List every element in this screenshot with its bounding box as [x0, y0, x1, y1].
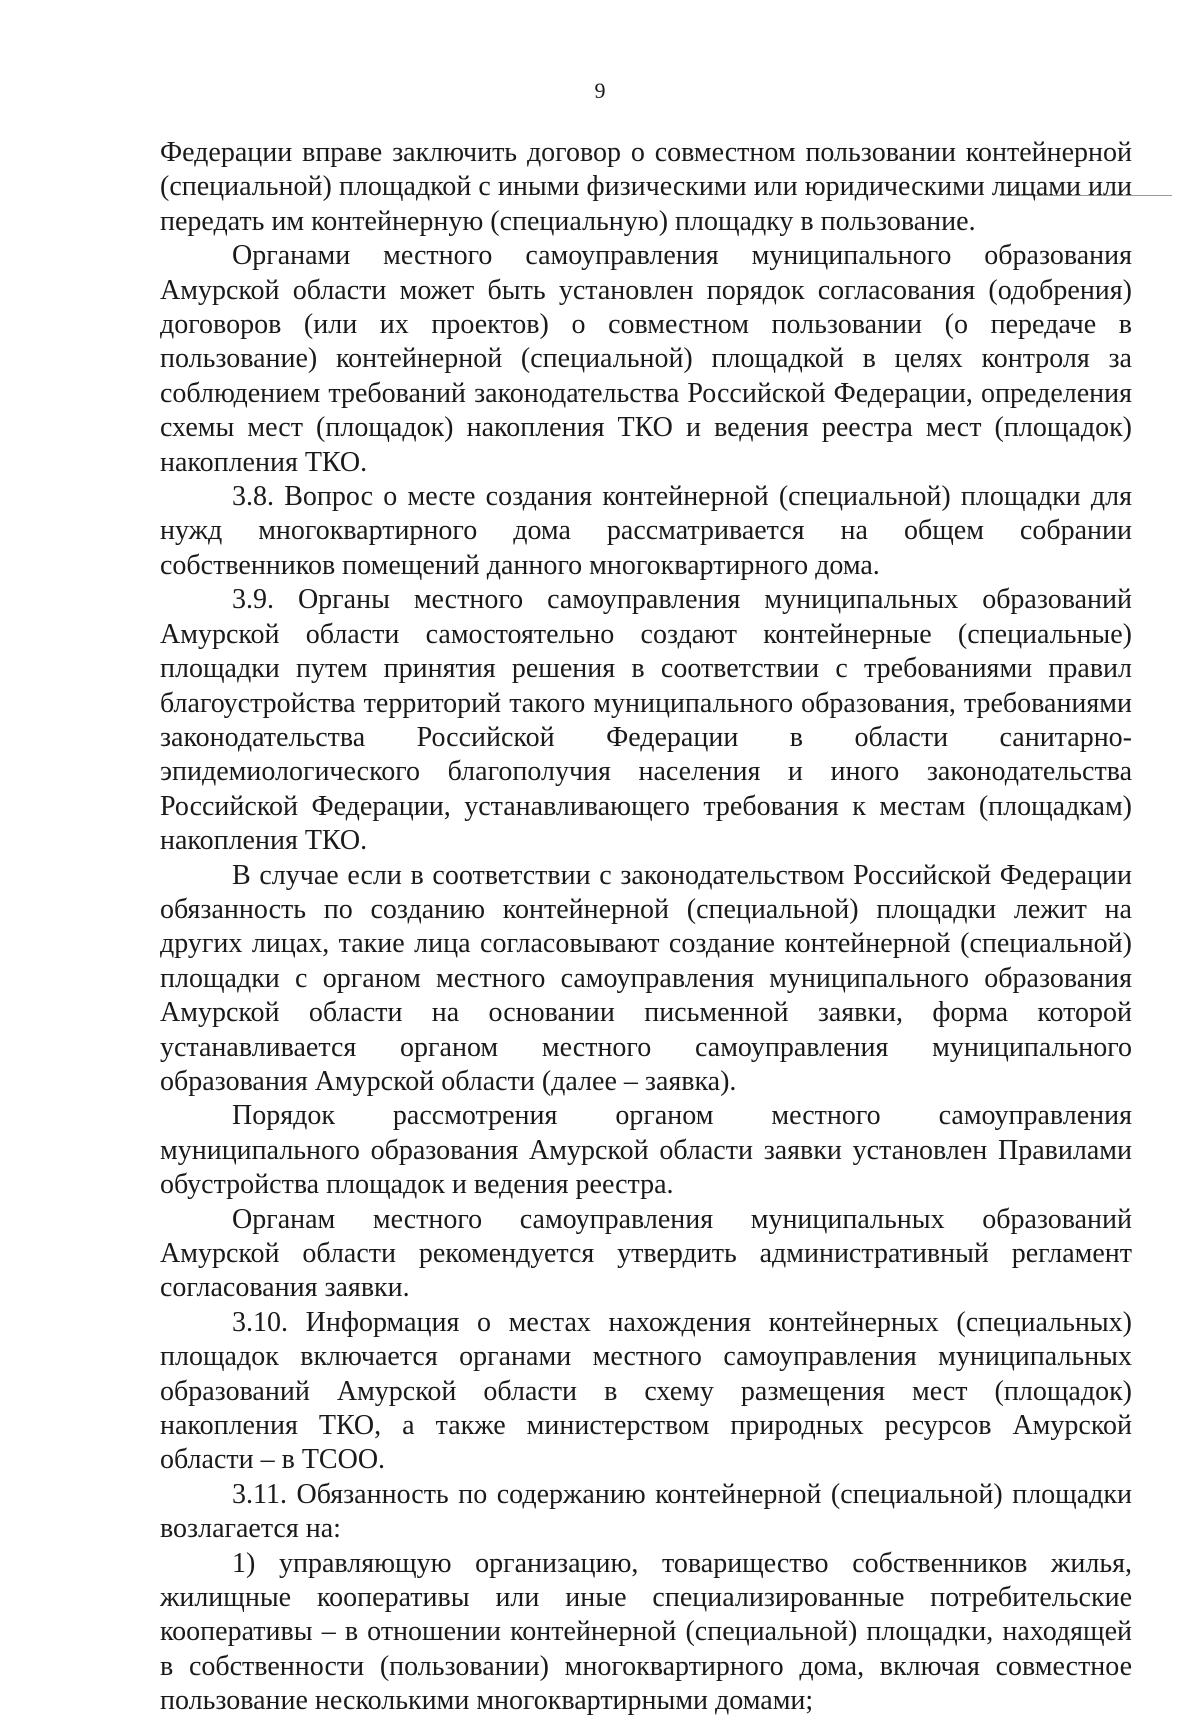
paragraph-regulation-recommendation: Органам местного самоуправления муниципальных образований Амурской области рекомендуется утвердить административный регламент согласования заявки.	[160, 1203, 1132, 1304]
paragraph-review-procedure: Порядок рассмотрения органом местного самоуправления муниципального образования Амурской области заявки установлен Правилами обустройства площадок и ведения реестра.	[160, 1100, 1132, 1201]
paragraph-other-persons: В случае если в соответствии с законодательством Российской Федерации обязанность по созданию контейнерной (специальной) площадки лежит на других лицах, такие лица согласовывают создание контейнерной (специальной) площадки с органом местного самоуправления муниципального образования Амурской области на основании письменной заявки, форма которой устанавливается органом местного самоуправления муниципального образования Амурской области (далее – заявка).	[160, 859, 1132, 1097]
paragraph-approval-procedure: Органами местного самоуправления муниципального образования Амурской области может быть установлен порядок согласования (одобрения) договоров (или их проектов) о совместном пользовании (о передаче в пользование) контейнерной (специальной) площадкой в целях контроля за соблюдением требований законодательства Российской Федерации, определения схемы мест (площадок) накопления ТКО и ведения реестра мест (площадок) накопления ТКО.	[160, 240, 1132, 478]
paragraph-3-10: 3.10. Информация о местах нахождения контейнерных (специальных) площадок включается органами местного самоуправления муниципальных образований Амурской области в схему размещения мест (площадок) накопления ТКО, а также министерством природных ресурсов Амурской области – в ТСОО.	[160, 1306, 1132, 1476]
paragraph-3-11: 3.11. Обязанность по содержанию контейнерной (специальной) площадки возлагается на:	[160, 1478, 1132, 1545]
paragraph-3-9: 3.9. Органы местного самоуправления муниципальных образований Амурской области самостоятельно создают контейнерные (специальные) площадки путем принятия решения в соответствии с требованиями правил благоустройства территорий такого муниципального образования, требованиями законодательства Российской Федерации в области санитарно-эпидемиологического благополучия населения и иного законодательства Российской Федерации, устанавливающего требования к местам (площадкам) накопления ТКО.	[160, 584, 1132, 857]
page-number: 9	[594, 78, 606, 103]
paragraph-continuation: Федерации вправе заключить договор о совместном пользовании контейнерной (специальной) площадкой с иными физическими или юридическими лицами или передать им контейнерную (специальную) площадку в пользование.	[160, 137, 1132, 237]
paragraph-3-8: 3.8. Вопрос о месте создания контейнерной (специальной) площадки для нужд многоквартирного дома рассматривается на общем собрании собственников помещений данного многоквартирного дома.	[160, 481, 1132, 581]
paragraph-3-11-item-1: 1) управляющую организацию, товарищество собственников жилья, жилищные кооперативы или иные специализированные потребительские кооперативы – в отношении контейнерной (специальной) площадки, находящей в собственности (пользовании) многоквартирного дома, включая совместное пользование несколькими многоквартирными домами;	[160, 1547, 1132, 1717]
document-body	[160, 136, 1132, 1719]
